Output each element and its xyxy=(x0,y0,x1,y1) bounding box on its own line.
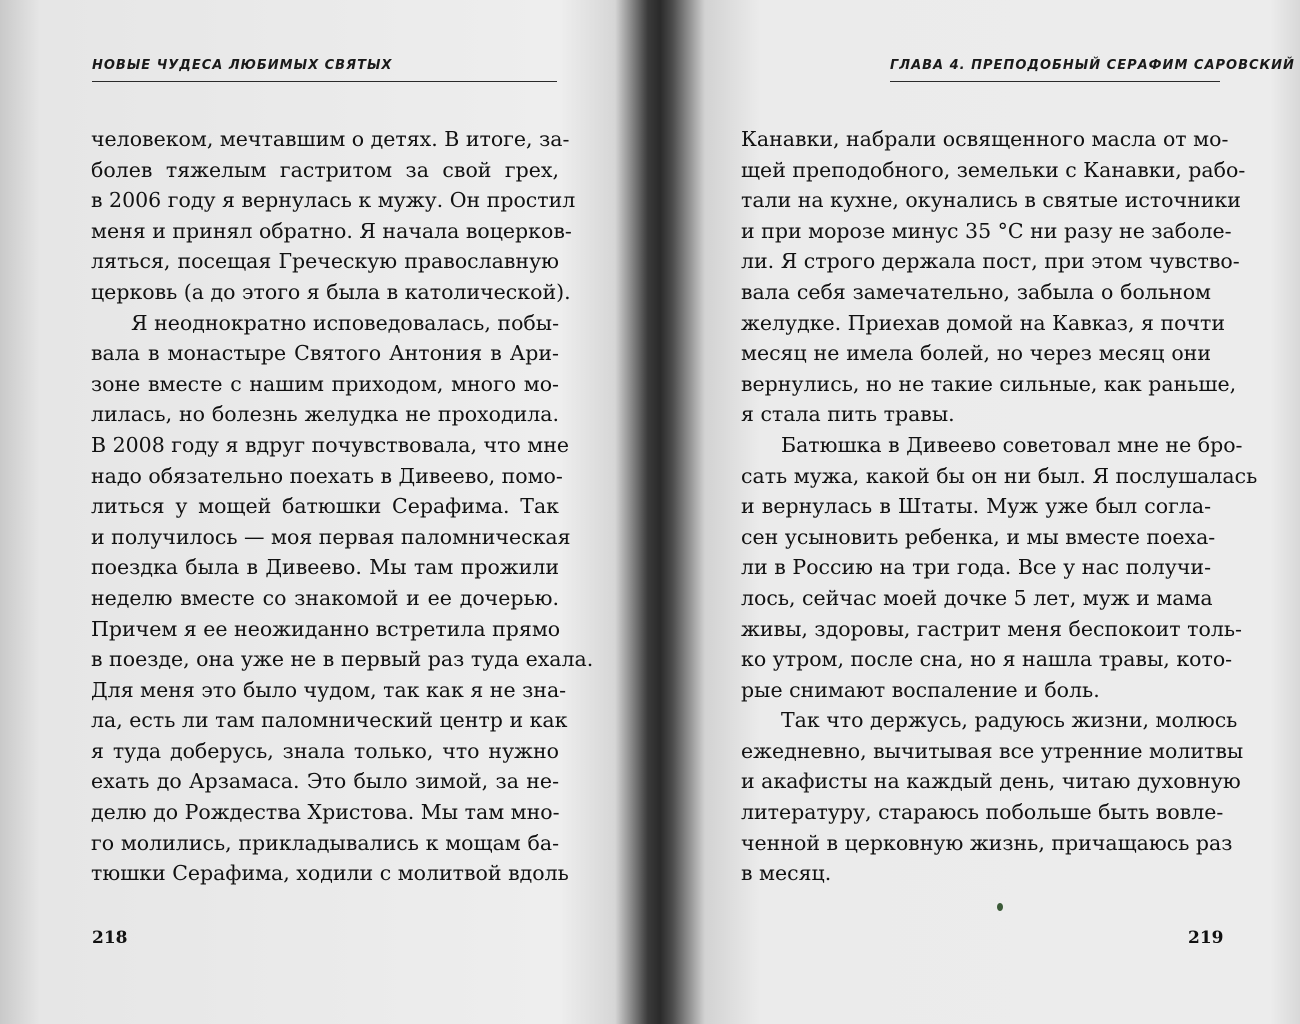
text-line: В 2008 году я вдруг почувствовала, что мне xyxy=(91,432,570,457)
text-line: и акафисты на каждый день, читаю духовную xyxy=(741,769,1241,794)
text-line: тали на кухне, окунались в святые источники xyxy=(741,188,1241,213)
text-line: и при морозе минус 35 °С ни разу не заболе- xyxy=(741,218,1232,243)
left-page-number: 218 xyxy=(92,928,128,948)
text-line: ли. Я строго держала пост, при этом чувство- xyxy=(741,249,1240,274)
text-line: месяц не имела болей, но через месяц они xyxy=(741,341,1211,366)
text-line: и получилось — моя первая паломническая xyxy=(91,524,571,549)
right-running-head: ГЛАВА 4. ПРЕПОДОБНЫЙ СЕРАФИМ САРОВСКИЙ xyxy=(890,58,1220,82)
ink-spot xyxy=(997,903,1003,911)
left-running-head: НОВЫЕ ЧУДЕСА ЛЮБИМЫХ СВЯТЫХ xyxy=(92,58,557,82)
text-line: ли в Россию на три года. Все у нас получи- xyxy=(741,555,1211,580)
text-line: Канавки, набрали освященного масла от мо- xyxy=(741,127,1229,151)
right-page-number: 219 xyxy=(1188,928,1224,948)
text-line: болев тяжелым гастритом за свой грех, xyxy=(91,157,559,182)
left-text-block xyxy=(91,124,594,889)
text-line: ко утром, после сна, но я нашла травы, кото- xyxy=(741,647,1233,672)
text-line: живы, здоровы, гастрит меня беспокоит толь- xyxy=(741,616,1242,641)
text-line: лилась, но болезнь желудка не проходила. xyxy=(91,402,559,427)
text-line: литься у мощей батюшки Серафима. Так xyxy=(91,494,559,519)
text-line: я туда доберусь, знала только, что нужно xyxy=(91,738,559,763)
text-line: ченной в церковную жизнь, причащаюсь раз xyxy=(741,830,1233,855)
text-line: Так что держусь, радуюсь жизни, молюсь xyxy=(781,708,1238,733)
text-line: Причем я ее неожиданно встретила прямо xyxy=(91,616,561,641)
text-line: ла, есть ли там паломнический центр и как xyxy=(91,708,568,733)
text-line: я стала пить травы. xyxy=(741,402,955,427)
text-line: литературу, стараюсь побольше быть вовле- xyxy=(741,800,1224,825)
text-line: лось, сейчас моей дочке 5 лет, муж и мама xyxy=(741,585,1213,610)
text-line: человеком, мечтавшим о детях. В итоге, за- xyxy=(91,127,570,151)
text-line: в 2006 году я вернулась к мужу. Он простил xyxy=(91,188,576,213)
text-line: ляться, посещая Греческую православную xyxy=(91,249,559,274)
text-line: Для меня это было чудом, так как я не зна- xyxy=(91,677,567,702)
text-line: сен усыновить ребенка, и мы вместе поеха- xyxy=(741,524,1216,549)
text-line: и вернулась в Штаты. Муж уже был согла- xyxy=(741,494,1211,519)
text-line: в поезде, она уже не в первый раз туда ехала. xyxy=(91,647,594,672)
text-line: Я неоднократно исповедовалась, побы- xyxy=(131,310,559,335)
text-line: желудке. Приехав домой на Кавказ, я почти xyxy=(741,310,1226,335)
right-page xyxy=(680,0,1300,1024)
text-line: вернулись, но не такие сильные, как раньше, xyxy=(741,371,1237,396)
text-line: го молились, прикладывались к мощам ба- xyxy=(91,830,559,855)
text-line: вала себя замечательно, забыла о больном xyxy=(741,279,1211,304)
left-page xyxy=(0,0,640,1024)
text-line: Батюшка в Дивеево советовал мне не бро- xyxy=(781,432,1243,457)
text-line: сать мужа, какой бы он ни был. Я послушалась xyxy=(741,463,1258,488)
text-line: тюшки Серафима, ходили с молитвой вдоль xyxy=(91,861,569,886)
text-line: надо обязательно поехать в Дивеево, помо- xyxy=(91,463,563,488)
text-line: неделю вместе со знакомой и ее дочерью. xyxy=(91,585,559,610)
text-line: церковь (а до этого я была в католической). xyxy=(91,279,571,304)
text-line: вала в монастыре Святого Антония в Ари- xyxy=(91,341,559,366)
right-text-block xyxy=(741,124,1258,889)
text-line: поездка была в Дивеево. Мы там прожили xyxy=(91,555,559,580)
text-line: меня и принял обратно. Я начала воцерков- xyxy=(91,218,572,243)
text-line: делю до Рождества Христова. Мы там мно- xyxy=(91,800,560,825)
text-line: в месяц. xyxy=(741,861,832,886)
text-line: ежедневно, вычитывая все утренние молитвы xyxy=(741,738,1244,763)
text-line: рые снимают воспаление и боль. xyxy=(741,677,1100,702)
text-line: зоне вместе с нашим приходом, много мо- xyxy=(91,371,559,396)
text-line: щей преподобного, земельки с Канавки, рабо- xyxy=(741,157,1246,182)
text-line: ехать до Арзамаса. Это было зимой, за не- xyxy=(91,769,559,794)
book-spine-shadow xyxy=(645,0,673,1024)
